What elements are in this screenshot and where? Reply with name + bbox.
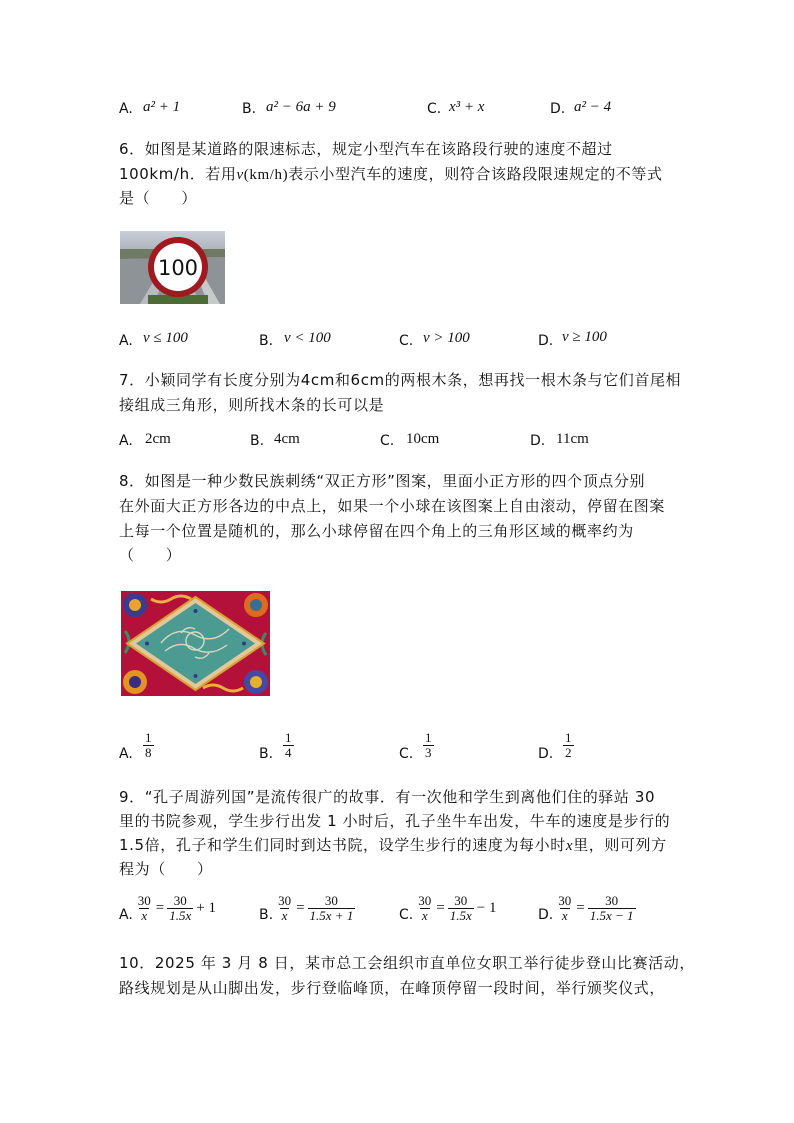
embroidery-double-square-photo	[121, 591, 270, 696]
q8-option-c-num: 1	[425, 730, 432, 745]
q5-option-b-label: B.	[242, 101, 257, 117]
q7-option-c-expr: 10cm	[406, 431, 440, 447]
q9-option-a-tail: + 1	[196, 899, 216, 916]
q8-option-a-fraction	[143, 731, 154, 760]
q5-option-a-label: A.	[119, 101, 133, 117]
q6-option-a-label: A.	[119, 333, 133, 349]
q6-option-d-expr: v ≥ 100	[562, 329, 607, 345]
q9-option-c	[399, 893, 496, 923]
q9-option-c-equals: =	[436, 899, 445, 916]
q9-option-d	[538, 893, 636, 923]
q5-option-c-label: C.	[427, 101, 442, 117]
q9-option-a-left-fraction	[136, 894, 153, 923]
q7-option-b-label: B.	[250, 433, 265, 449]
q9-line1: 9．“孔子周游列国”是流传很广的故事．有一次他和学生到离他们住的驿站 30	[119, 788, 656, 806]
q5-option-d-label: D.	[550, 101, 566, 117]
q9-option-a-label: A.	[119, 907, 133, 923]
q9-option-a	[119, 893, 216, 923]
q8-option-b-num: 1	[285, 730, 292, 745]
q6-line2-a: 100km/h．若用	[119, 165, 237, 183]
q8-option-d-fraction	[563, 731, 574, 760]
q9-option-c-left-fraction-den: x	[421, 907, 428, 923]
q6-option-b-label: B.	[259, 333, 274, 349]
q7-line1: 7．小颖同学有长度分别为4cm和6cm的两根木条，想再找一根木条与它们首尾相	[119, 371, 682, 389]
q9-option-b-right-fraction-num: 30	[324, 892, 338, 908]
q9-option-d-left-fraction	[556, 894, 573, 923]
q9-option-a-left-fraction-den: x	[141, 907, 148, 923]
q9-option-d-left-fraction-num: 30	[558, 892, 572, 908]
q9-option-d-equals: =	[576, 899, 585, 916]
q9-option-c-right-fraction-num: 30	[454, 892, 468, 908]
q9-option-a-left-fraction-num: 30	[137, 892, 151, 908]
q9-line3-b: 里，则可列方	[573, 836, 667, 854]
q8-option-d-label: D.	[538, 746, 554, 762]
q9-option-c-tail: − 1	[476, 899, 497, 916]
q8-option-a-label: A.	[119, 746, 133, 762]
q9-option-b	[259, 893, 355, 923]
q9-option-d-right-fraction-num: 30	[605, 892, 619, 908]
q9-option-d-right-fraction-den: 1.5x − 1	[589, 907, 634, 923]
q9-line3-a: 1.5倍，孔子和学生们同时到达书院，设学生步行的速度为每小时	[119, 836, 566, 854]
q9-option-b-right-fraction	[308, 894, 356, 923]
q7-option-a-label: A.	[119, 433, 133, 449]
q8-line1: 8．如图是一种少数民族刺绣“双正方形”图案，里面小正方形的四个顶点分别	[119, 472, 646, 490]
q9-line3	[119, 834, 667, 855]
q6-option-a-expr: v ≤ 100	[143, 330, 188, 346]
q9-var-x: x	[565, 838, 574, 854]
q9-option-a-right-fraction-den: 1.5x	[169, 907, 192, 923]
q5-option-d-expr: a² − 4	[574, 99, 612, 115]
q6-line2-b: 表示小型汽车的速度，则符合该路段限速规定的不等式	[288, 165, 663, 183]
q8-option-b-label: B.	[259, 746, 274, 762]
q7-option-c-label: C.	[380, 433, 395, 449]
q7-option-b-expr: 4cm	[274, 431, 300, 447]
q6-var-v: v	[236, 167, 244, 183]
q9-option-d-left-fraction-den: x	[561, 907, 568, 923]
q9-option-b-left-fraction-den: x	[281, 907, 288, 923]
q9-option-c-left-fraction-num: 30	[418, 892, 432, 908]
q9-option-d-label: D.	[538, 907, 554, 923]
sign-text: 100	[157, 256, 199, 280]
q9-option-a-right-fraction	[167, 894, 193, 923]
q8-option-a-den: 8	[145, 745, 152, 760]
q8-option-c-den: 3	[425, 745, 432, 760]
q7-line2: 接组成三角形，则所找木条的长可以是	[119, 396, 385, 414]
q9-line4: 程为（ ）	[119, 860, 213, 878]
q8-option-b-den: 4	[285, 745, 292, 760]
q9-option-c-right-fraction	[448, 894, 474, 923]
q10-line1: 10．2025 年 3 月 8 日，某市总工会组织市直单位女职工举行徒步登山比赛活动，	[119, 954, 695, 972]
q5-option-c-expr: x³ + x	[449, 99, 485, 115]
q9-option-c-right-fraction-den: 1.5x	[449, 907, 472, 923]
q8-option-b-fraction	[283, 731, 294, 760]
q8-line3: 上每一个位置是随机的，那么小球停留在四个角上的三角形区域的概率约为	[119, 522, 634, 540]
q6-option-c-label: C.	[399, 333, 414, 349]
q9-option-c-left-fraction	[416, 894, 433, 923]
q9-option-d-right-fraction	[588, 894, 636, 923]
q8-option-a-num: 1	[145, 730, 152, 745]
q9-option-b-right-fraction-den: 1.5x + 1	[309, 907, 354, 923]
q9-option-a-equals: =	[155, 899, 165, 916]
q8-line4: （ ）	[119, 546, 182, 564]
q8-option-d-num: 1	[565, 730, 572, 745]
q7-option-d-expr: 11cm	[556, 431, 589, 447]
speed-limit-sign-photo	[120, 231, 225, 304]
q8-option-c-fraction	[423, 731, 434, 760]
q9-option-c-label: C.	[399, 907, 414, 923]
q10-line2: 路线规划是从山脚出发，步行登临峰顶，在峰顶停留一段时间，举行颁奖仪式，	[119, 979, 666, 997]
q6-line3: 是（ ）	[119, 189, 198, 207]
q6-line2	[119, 163, 663, 184]
q5-option-a-expr: a² + 1	[143, 99, 181, 115]
q9-line2: 里的书院参观，学生步行出发 1 小时后，孔子坐牛车出发，牛车的速度是步行的	[119, 812, 671, 830]
q8-option-d-den: 2	[565, 745, 572, 760]
q8-line2: 在外面大正方形各边的中点上，如果一个小球在该图案上自由滚动，停留在图案	[119, 497, 666, 515]
q9-option-a-right-fraction-num: 30	[173, 892, 187, 908]
q9-option-b-left-fraction	[276, 894, 293, 923]
q7-option-d-label: D.	[530, 433, 546, 449]
q9-option-b-equals: =	[296, 899, 305, 916]
q5-option-b-expr: a² − 6a + 9	[266, 99, 336, 115]
q9-option-b-label: B.	[259, 907, 274, 923]
q6-line1: 6．如图是某道路的限速标志，规定小型汽车在该路段行驶的速度不超过	[119, 140, 613, 158]
q9-option-b-left-fraction-num: 30	[278, 892, 292, 908]
q7-option-a-expr: 2cm	[145, 431, 171, 447]
q6-option-b-expr: v < 100	[284, 330, 331, 346]
q6-option-c-expr: v > 100	[423, 330, 470, 346]
q8-option-c-label: C.	[399, 746, 414, 762]
q6-unit: (km/h)	[243, 167, 289, 183]
q6-option-d-label: D.	[538, 333, 554, 349]
